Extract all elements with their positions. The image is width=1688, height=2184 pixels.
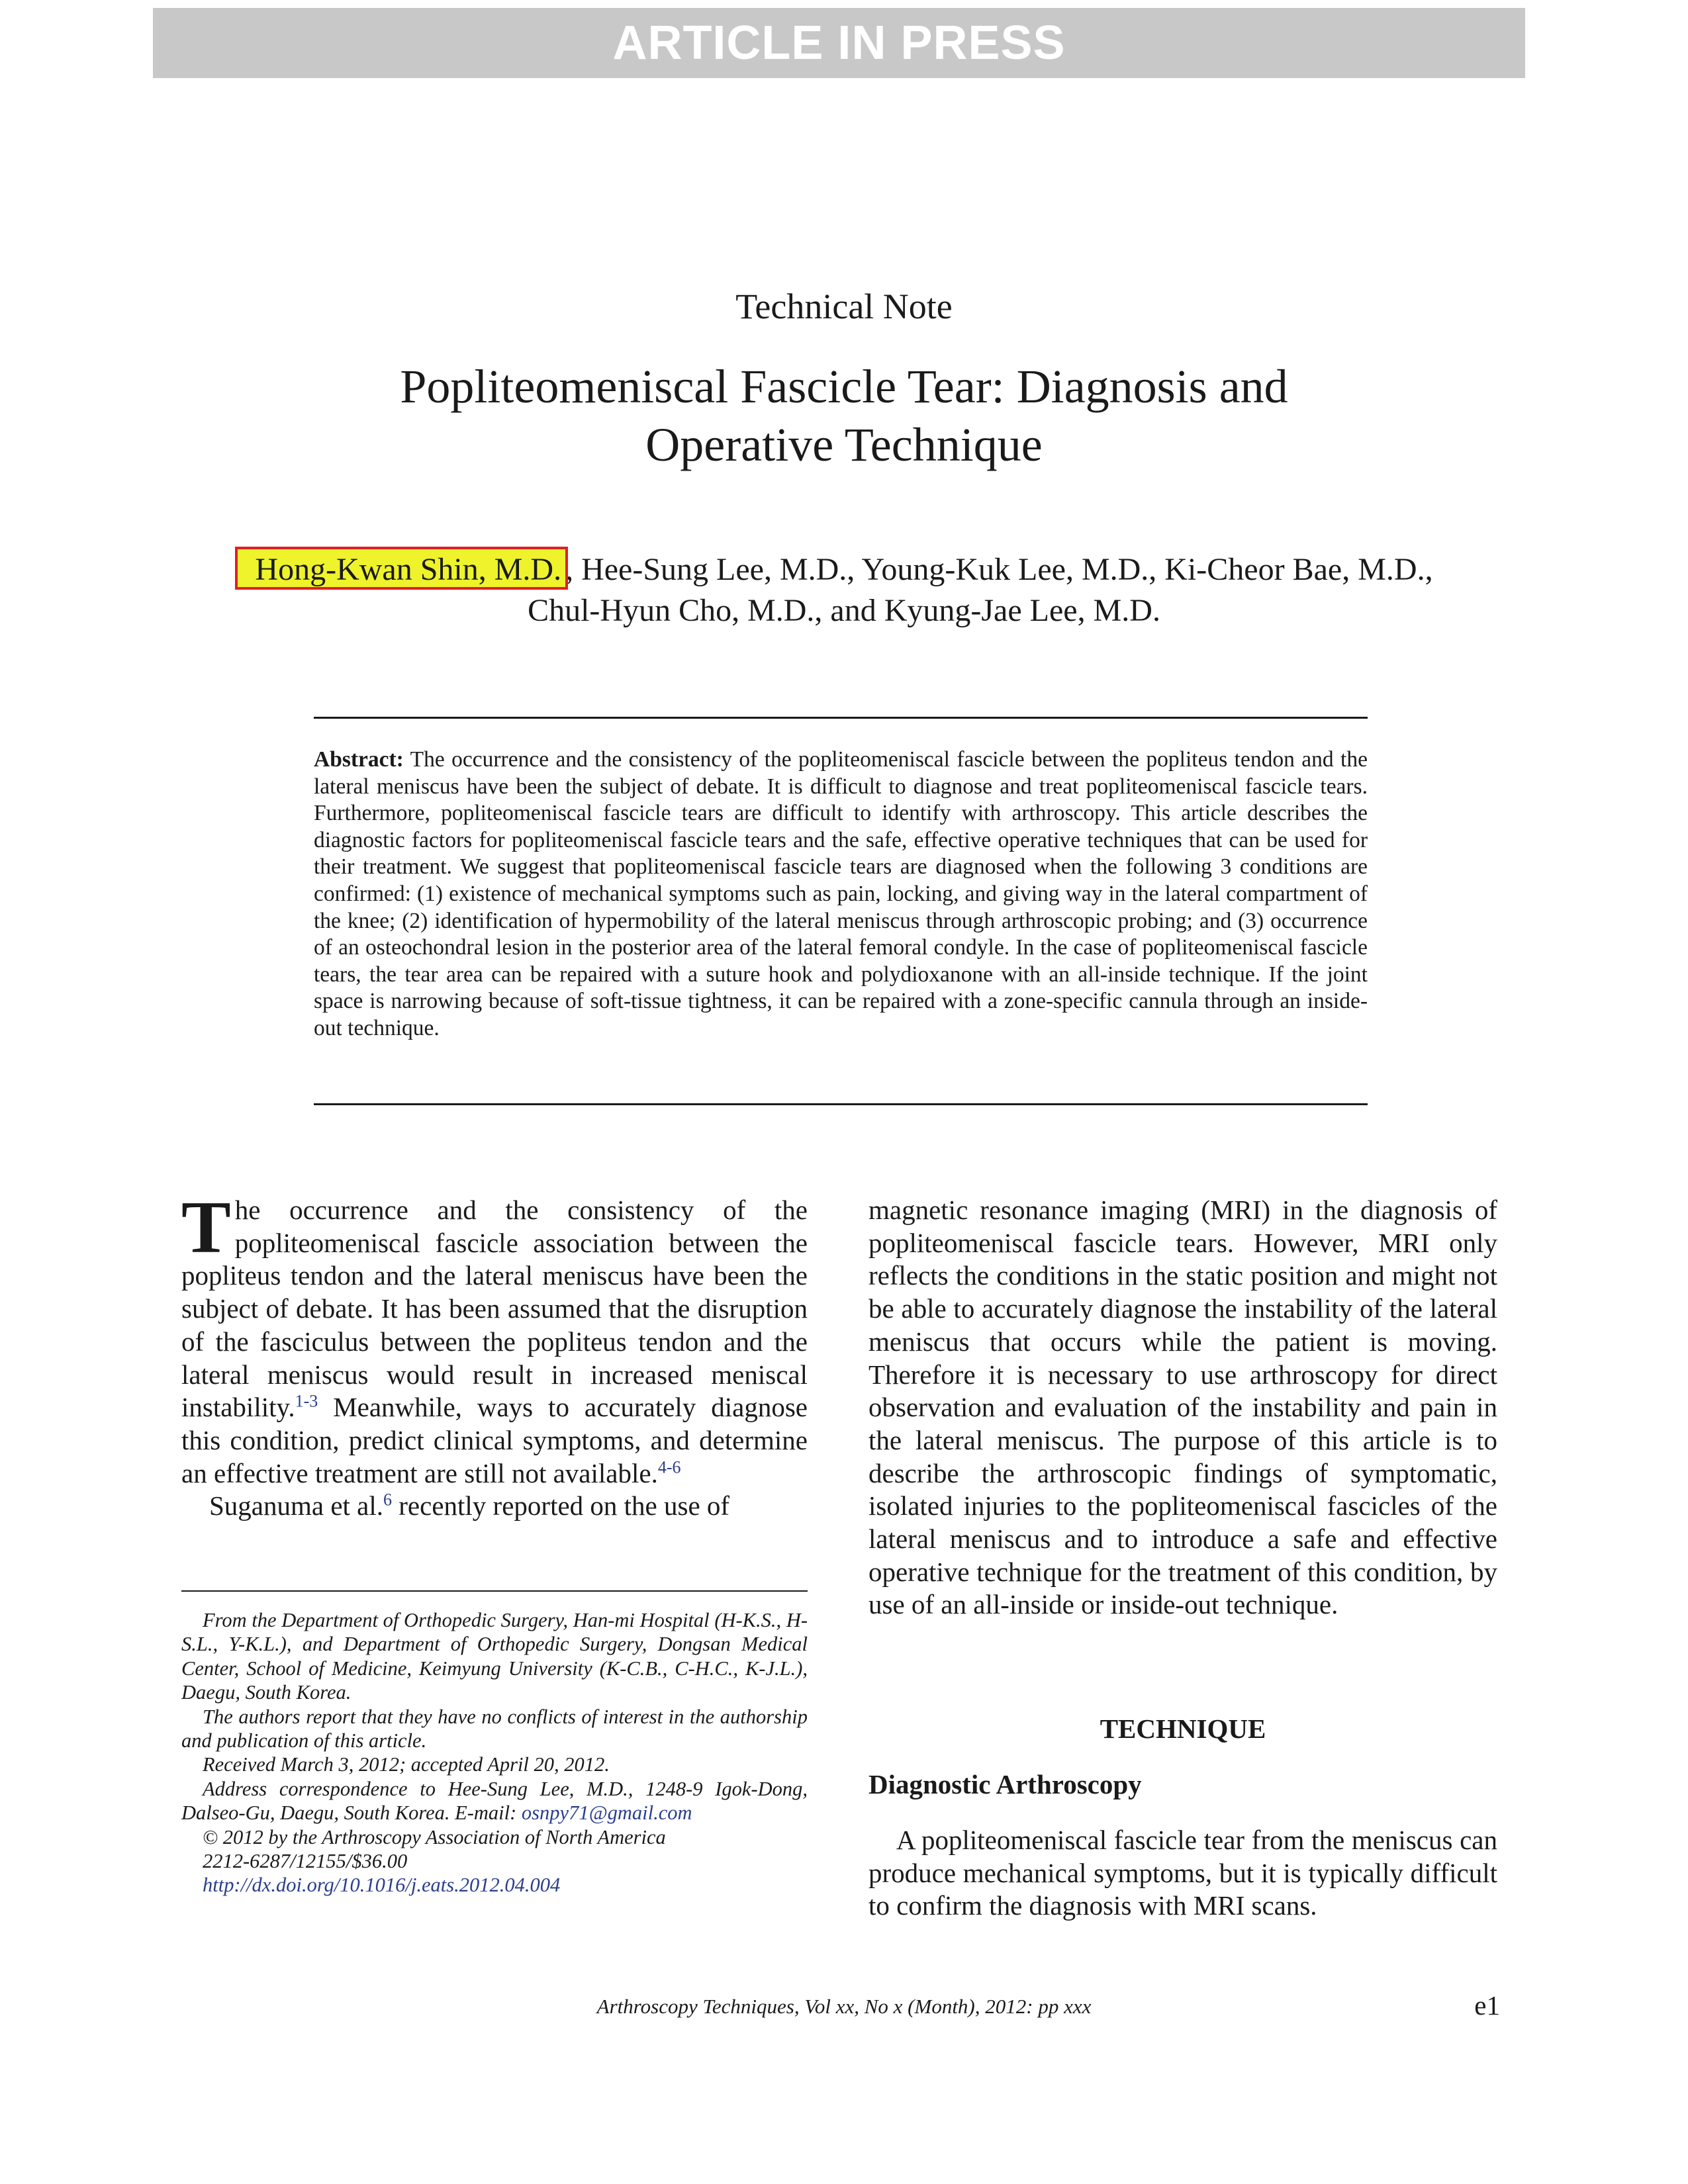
footnotes xyxy=(181,1608,808,1897)
drop-cap: T xyxy=(181,1187,231,1269)
article-in-press-banner: ARTICLE IN PRESS xyxy=(153,8,1525,78)
section-heading: TECHNIQUE xyxy=(1100,1713,1266,1744)
author-line-1 xyxy=(0,549,1688,590)
abstract-top-rule xyxy=(314,717,1368,719)
footnote-received: Received March 3, 2012; accepted April 20, 2012. xyxy=(203,1753,610,1776)
footnote-issn: 2212-6287/12155/$36.00 xyxy=(203,1850,408,1873)
paragraph-1-text-b: Meanwhile, ways to accurately diagnose this condition, predict clinical symptoms, and determine an effective treatment are still not available. xyxy=(181,1392,808,1488)
highlighted-author[interactable]: Hong-Kwan Shin, M.D. xyxy=(238,549,565,587)
abstract-bottom-rule xyxy=(314,1103,1368,1105)
journal-footer: Arthroscopy Techniques, Vol xx, No x (Month), 2012: pp xxx xyxy=(596,1995,1092,2018)
left-column xyxy=(181,1187,808,1523)
footnote-address xyxy=(181,1777,808,1825)
right-column xyxy=(868,1194,1497,1621)
body-paragraph-1 xyxy=(181,1187,808,1490)
footnote-address-text: Address correspondence to Hee-Sung Lee, M.D., 1248-9 Igok-Dong, Dalseo-Gu, Daegu, South Korea. E-mail: xyxy=(181,1777,808,1825)
right-paragraph-2: A popliteomeniscal fascicle tear from the meniscus can produce mechanical symptoms, but it is typically difficult to confirm the diagnosis with MRI scans. xyxy=(868,1825,1497,1921)
abstract-label: Abstract: xyxy=(314,747,404,772)
title-line-1: Popliteomeniscal Fascicle Tear: Diagnosis and xyxy=(400,360,1288,413)
doi-link[interactable]: http://dx.doi.org/10.1016/j.eats.2012.04.004 xyxy=(203,1874,561,1897)
abstract-text: The occurrence and the consistency of the popliteomeniscal fascicle between the popliteus tendon and the lateral meniscus have been the subject of debate. It is difficult to diagnose and treat popliteomeniscal fascicle tears. Furthermore, popliteomeniscal fascicle tears are difficult to identify with arthroscopy. This article describes the diagnostic factors for popliteomeniscal fascicle tears and the safe, effective operative techniques that can be used for their treatment. We suggest that popliteomeniscal fascicle tears are diagnosed when the following 3 conditions are confirmed: (1) existence of mechanical symptoms such as pain, locking, and giving way in the lateral compartment of the knee; (2) identification of hypermobility of the lateral meniscus through arthroscopic probing; and (3) occurrence of an osteochondral lesion in the posterior area of the lateral femoral condyle. In the case of popliteomeniscal fascicle tears, the tear area can be repaired with a suture hook and polydioxanone with an all-inside technique. If the joint space is narrowing because of soft-tissue tightness, it can be repaired with a zone-specific cannula through an inside-out technique. xyxy=(314,747,1368,1040)
abstract xyxy=(314,747,1368,1042)
email-link[interactable]: osnpy71@gmail.com xyxy=(521,1801,692,1825)
author-line-1-rest: , Hee-Sung Lee, M.D., Young-Kuk Lee, M.D., Ki-Cheor Bae, M.D., xyxy=(565,552,1433,587)
paragraph-2-text-b: recently reported on the use of xyxy=(392,1490,730,1522)
footnote-conflicts: The authors report that they have no conflicts of interest in the authorship and publication of this article. xyxy=(181,1705,808,1752)
paragraph-1-text-a: he occurrence and the consistency of the popliteomeniscal fascicle association between the popliteus tendon and the lateral meniscus have been the subject of debate. It has been assumed that the disruption of the fasciculus between the popliteus tendon and the lateral meniscus would result in increased meniscal instability. xyxy=(181,1195,808,1423)
author-list xyxy=(0,549,1688,631)
title-line-2: Operative Technique xyxy=(645,418,1043,471)
footnote-rule xyxy=(181,1590,808,1592)
paragraph-2-text-a: Suganuma et al. xyxy=(209,1490,384,1522)
article-title xyxy=(0,357,1688,474)
citation-link[interactable]: 1-3 xyxy=(295,1391,318,1411)
article-type: Technical Note xyxy=(735,287,953,326)
right-column-lower xyxy=(868,1824,1497,1923)
footnote-affiliation: From the Department of Orthopedic Surgery, Han-mi Hospital (H-K.S., H-S.L., Y-K.L.), and Department of Orthopedic Surgery, Dongsan Medical Center, School of Medicine, Keimyung University (K-C.B., C-H.C., K-J.L.), Daegu, South Korea. xyxy=(181,1609,808,1704)
right-paragraph-1: magnetic resonance imaging (MRI) in the diagnosis of popliteomeniscal fascicle tears. However, MRI only reflects the conditions in the static position and might not be able to accurately diagnose the instability of the lateral meniscus that occurs while the patient is moving. Therefore it is necessary to use arthroscopy for direct observation and evaluation of the instability and pain in the lateral meniscus. The purpose of this article is to describe the arthroscopic findings of symptomatic, isolated injuries to the popliteomeniscal fascicles of the lateral meniscus and to introduce a safe and effective operative technique for the treatment of this condition, by use of an all-inside or inside-out technique. xyxy=(868,1195,1497,1620)
citation-link[interactable]: 4-6 xyxy=(657,1457,681,1477)
subsection-heading: Diagnostic Arthroscopy xyxy=(868,1769,1142,1799)
body-paragraph-2 xyxy=(181,1490,808,1523)
citation-link[interactable]: 6 xyxy=(383,1490,393,1510)
author-line-2: Chul-Hyun Cho, M.D., and Kyung-Jae Lee, M.D. xyxy=(528,593,1160,628)
footnote-copyright: © 2012 by the Arthroscopy Association of North America xyxy=(203,1825,666,1848)
page-number: e1 xyxy=(1474,1990,1500,2021)
